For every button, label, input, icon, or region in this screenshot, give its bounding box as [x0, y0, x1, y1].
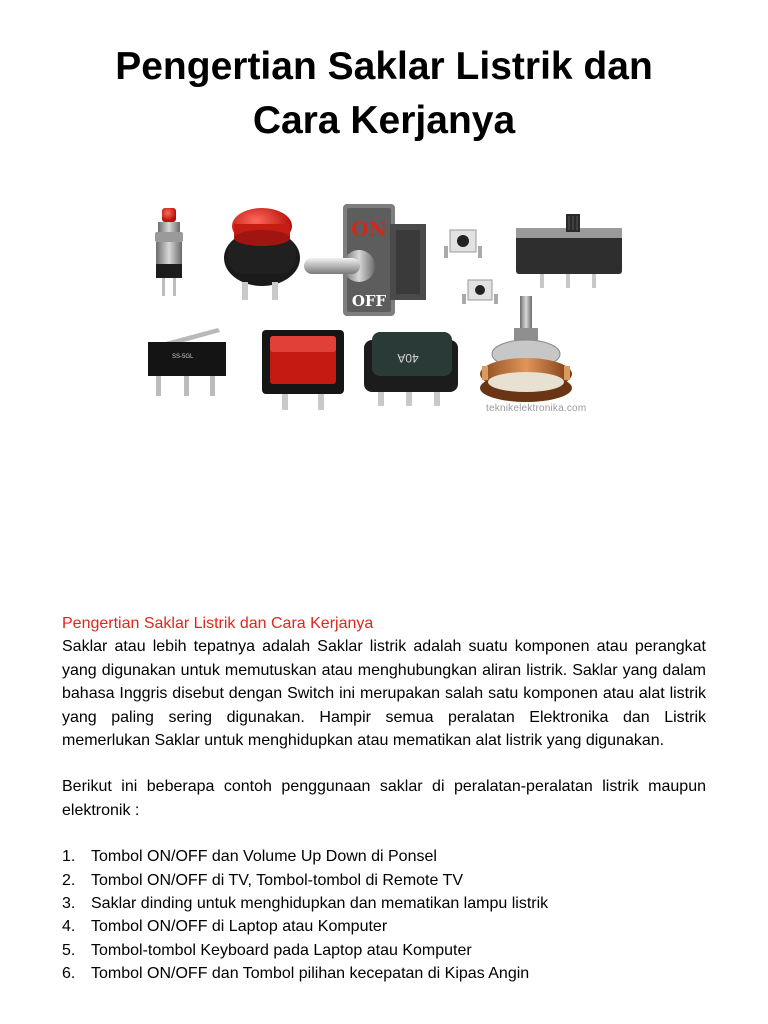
- toggle-switch: [304, 204, 426, 316]
- micro-switch: [148, 328, 226, 396]
- list-item: [62, 845, 706, 868]
- list-number: 3.: [62, 895, 76, 913]
- tactile-switch-top: [444, 230, 482, 258]
- list-item: [62, 869, 706, 892]
- black-rocker-switch: [364, 332, 458, 406]
- list-text: Tombol-tombol Keyboard pada Laptop atau Komputer: [91, 941, 472, 959]
- off-label: OFF: [351, 292, 387, 310]
- section-heading: Pengertian Saklar Listrik dan Cara Kerjanya: [62, 615, 374, 632]
- paragraph-examples-intro: Berikut ini beberapa contoh penggunaan saklar di peralatan-peralatan listrik maupun elektronik :: [62, 778, 706, 819]
- list-number: 6.: [62, 965, 76, 983]
- red-rocker-switch: [262, 330, 344, 410]
- tactile-switch-bottom: [462, 280, 498, 304]
- list-item: [62, 939, 706, 962]
- list-text: Tombol ON/OFF dan Volume Up Down di Ponsel: [91, 848, 437, 866]
- list-item: [62, 892, 706, 915]
- page-title: [0, 40, 768, 148]
- spacer: [62, 822, 706, 845]
- micro-switch-label: SS-5GL: [172, 354, 194, 360]
- image-watermark: teknikelektronika.com: [486, 403, 587, 414]
- list-number: 5.: [62, 941, 76, 959]
- switches-photo: [138, 196, 630, 422]
- slide-switch: [516, 214, 622, 288]
- list-number: 2.: [62, 871, 76, 889]
- list-number: 1.: [62, 848, 76, 866]
- examples-list: [62, 845, 706, 985]
- spacer: [62, 752, 706, 775]
- article-body: [62, 612, 706, 986]
- list-item: [62, 962, 706, 985]
- list-text: Saklar dinding untuk menghidupkan dan mematikan lampu listrik: [91, 895, 549, 913]
- list-item: [62, 915, 706, 938]
- list-text: Tombol ON/OFF di TV, Tombol-tombol di Remote TV: [91, 871, 463, 889]
- title-line-2: Cara Kerjanya: [252, 99, 516, 142]
- title-line-1: Pengertian Saklar Listrik dan: [115, 45, 653, 88]
- paragraph-definition: Saklar atau lebih tepatnya adalah Saklar listrik adalah suatu komponen atau perangkat yang digunakan untuk memutuskan atau menghubungkan aliran listrik. Saklar yang dalam bahasa Inggris disebut dengan Switch ini merupakan salah satu komponen atau alat listrik yang paling sering digunakan. Hampir semua peralatan Elektronika dan Listrik memerlukan Saklar untuk menghidupkan atau mematikan alat listrik yang digunakan.: [62, 638, 706, 750]
- list-text: Tombol ON/OFF di Laptop atau Komputer: [91, 918, 388, 936]
- push-button-switch: [155, 208, 183, 296]
- on-label: ON: [351, 217, 387, 241]
- round-push-button: [224, 208, 300, 300]
- rocker-label: 40A: [397, 351, 419, 365]
- list-number: 4.: [62, 918, 76, 936]
- rotary-switch: [480, 296, 572, 402]
- list-text: Tombol ON/OFF dan Tombol pilihan kecepatan di Kipas Angin: [91, 965, 530, 983]
